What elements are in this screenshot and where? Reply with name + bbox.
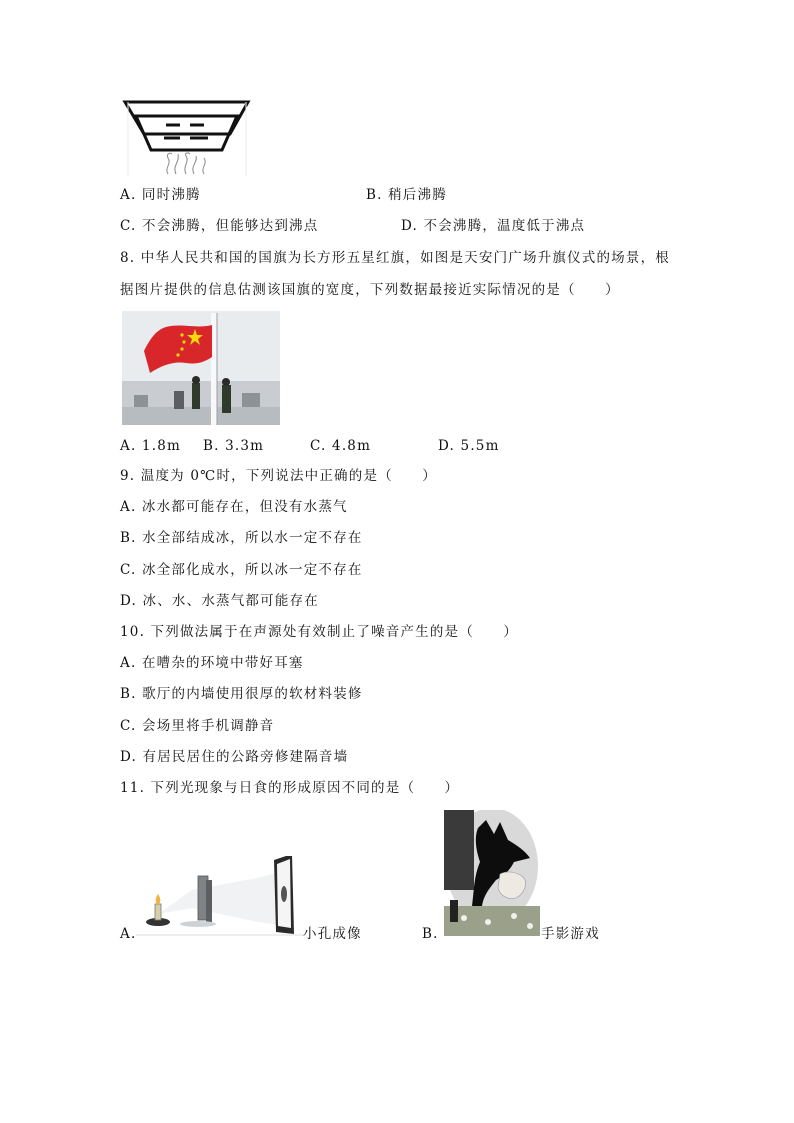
pinhole-camera-figure — [136, 856, 304, 936]
q11-option-a-caption: 小孔成像 — [303, 926, 362, 942]
q8-option-c: C. 4.8m — [310, 438, 372, 454]
q8-stem-line1: 8. 中华人民共和国的国旗为长方形五星红旗，如图是天安门广场升旗仪式的场景，根 — [120, 250, 670, 266]
q9-option-c: C. 冰全部化成水，所以冰一定不存在 — [120, 562, 363, 578]
q7-option-c: C. 不会沸腾，但能够达到沸点 — [120, 218, 319, 234]
q11-option-b-letter: B. — [422, 926, 439, 942]
q11-stem: 11. 下列光现象与日食的形成原因不同的是（ ） — [120, 780, 460, 796]
q8-stem-line2: 据图片提供的信息估测该国旗的宽度，下列数据最接近实际情况的是（ ） — [120, 282, 620, 298]
q11-option-a-letter: A. — [120, 926, 137, 942]
q7-option-d: D. 不会沸腾，温度低于沸点 — [401, 218, 586, 234]
q10-option-b: B. 歌厅的内墙使用很厚的软材料装修 — [120, 686, 363, 702]
q8-option-b: B. 3.3m — [203, 438, 265, 454]
q10-stem: 10. 下列做法属于在声源处有效制止了噪音产生的是（ ） — [120, 624, 519, 640]
q8-option-a: A. 1.8m — [120, 438, 182, 454]
q11-option-b-caption: 手影游戏 — [541, 926, 600, 942]
q9-option-b: B. 水全部结成冰，所以水一定不存在 — [120, 530, 363, 546]
q10-option-c: C. 会场里将手机调静音 — [120, 718, 275, 734]
flag-raising-photo — [122, 311, 280, 425]
q7-option-b: B. 稍后沸腾 — [366, 187, 447, 203]
q10-option-d: D. 有居民居住的公路旁修建隔音墙 — [120, 749, 349, 765]
q9-option-a: A. 冰水都可能存在，但没有水蒸气 — [120, 499, 348, 515]
q9-stem: 9. 温度为 0℃时，下列说法中正确的是（ ） — [120, 468, 437, 484]
double-boiler-figure — [120, 98, 255, 178]
q9-option-d: D. 冰、水、水蒸气都可能存在 — [120, 593, 319, 609]
q7-option-a: A. 同时沸腾 — [120, 187, 201, 203]
q10-option-a: A. 在嘈杂的环境中带好耳塞 — [120, 655, 304, 671]
q8-option-d: D. 5.5m — [438, 438, 500, 454]
hand-shadow-figure — [444, 810, 540, 936]
